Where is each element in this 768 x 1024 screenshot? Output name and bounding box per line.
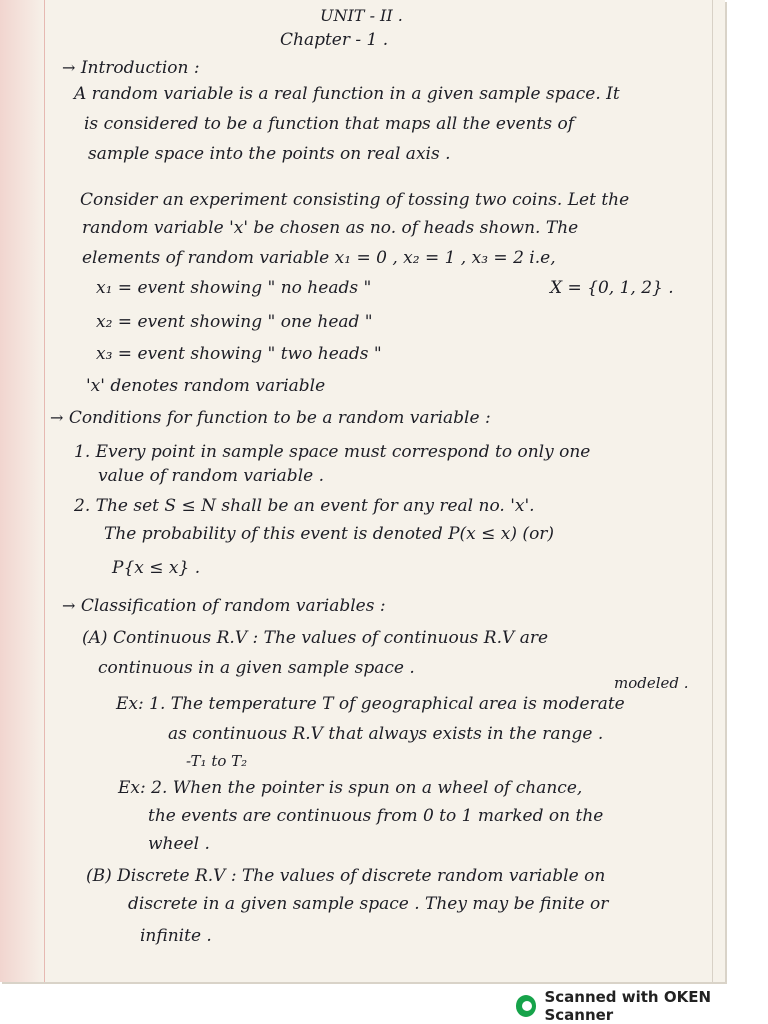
random-variable-set: X = {0, 1, 2} . <box>550 278 674 298</box>
oken-scanner-logo-icon <box>516 995 536 1017</box>
condition-line-1: 1. Every point in sample space must correspond to only one <box>74 442 591 462</box>
scanner-text: Scanned with OKEN Scanner <box>544 988 712 1024</box>
intro-line-2: is considered to be a function that maps all the events of <box>84 114 575 134</box>
classification-heading <box>62 596 386 616</box>
event-item-1: x₁ = event showing " no heads " <box>96 278 372 298</box>
arrow-icon: → <box>50 408 64 427</box>
continuous-example-2-end: wheel . <box>148 834 210 854</box>
correction-note: modeled . <box>614 674 689 692</box>
page-edge <box>712 0 713 982</box>
temperature-range: -T₁ to T₂ <box>186 752 248 770</box>
continuous-line-2: continuous in a given sample space . <box>98 658 415 678</box>
discrete-line-1: (B) Discrete R.V : The values of discrete random variable on <box>86 866 606 886</box>
random-variable-note: 'x' denotes random variable <box>86 376 326 396</box>
introduction-heading-text: Introduction : <box>80 58 200 78</box>
continuous-example-2: Ex: 2. When the pointer is spun on a wheel of chance, <box>118 778 583 798</box>
conditions-heading-text: Conditions for function to be a random variable : <box>68 408 491 428</box>
condition-line-2: value of random variable . <box>98 466 324 486</box>
arrow-icon: → <box>62 596 76 615</box>
margin-line <box>44 0 45 982</box>
intro-line-1: A random variable is a real function in a given sample space. It <box>74 84 620 104</box>
condition-line-4: The probability of this event is denoted P(x ≤ x) (or) <box>104 524 555 544</box>
introduction-heading <box>62 58 200 78</box>
discrete-line-3: infinite . <box>140 926 212 946</box>
chapter-title: Chapter - 1 . <box>280 30 389 50</box>
continuous-example-2-cont: the events are continuous from 0 to 1 marked on the <box>148 806 604 826</box>
arrow-icon: → <box>62 58 76 77</box>
example-line-2: random variable 'x' be chosen as no. of heads shown. The <box>82 218 579 238</box>
unit-title: UNIT - II . <box>320 6 403 25</box>
intro-line-3: sample space into the points on real axis . <box>88 144 451 164</box>
page-margin <box>0 0 46 982</box>
condition-line-5: P{x ≤ x} . <box>112 558 201 578</box>
classification-heading-text: Classification of random variables : <box>80 596 386 616</box>
example-line-1: Consider an experiment consisting of tossing two coins. Let the <box>80 190 630 210</box>
condition-line-3: 2. The set S ≤ N shall be an event for any real no. 'x'. <box>74 496 535 516</box>
discrete-line-2: discrete in a given sample space . They may be finite or <box>128 894 609 914</box>
continuous-line-1: (A) Continuous R.V : The values of continuous R.V are <box>82 628 549 648</box>
continuous-example-1: Ex: 1. The temperature T of geographical area is moderate <box>116 694 625 714</box>
example-line-3: elements of random variable x₁ = 0 , x₂ = 1 , x₃ = 2 i.e, <box>82 248 556 268</box>
event-item-2: x₂ = event showing " one head " <box>96 312 373 332</box>
scanner-watermark <box>516 988 768 1024</box>
continuous-example-1-cont: as continuous R.V that always exists in the range . <box>168 724 604 744</box>
conditions-heading <box>50 408 491 428</box>
event-item-3: x₃ = event showing " two heads " <box>96 344 382 364</box>
